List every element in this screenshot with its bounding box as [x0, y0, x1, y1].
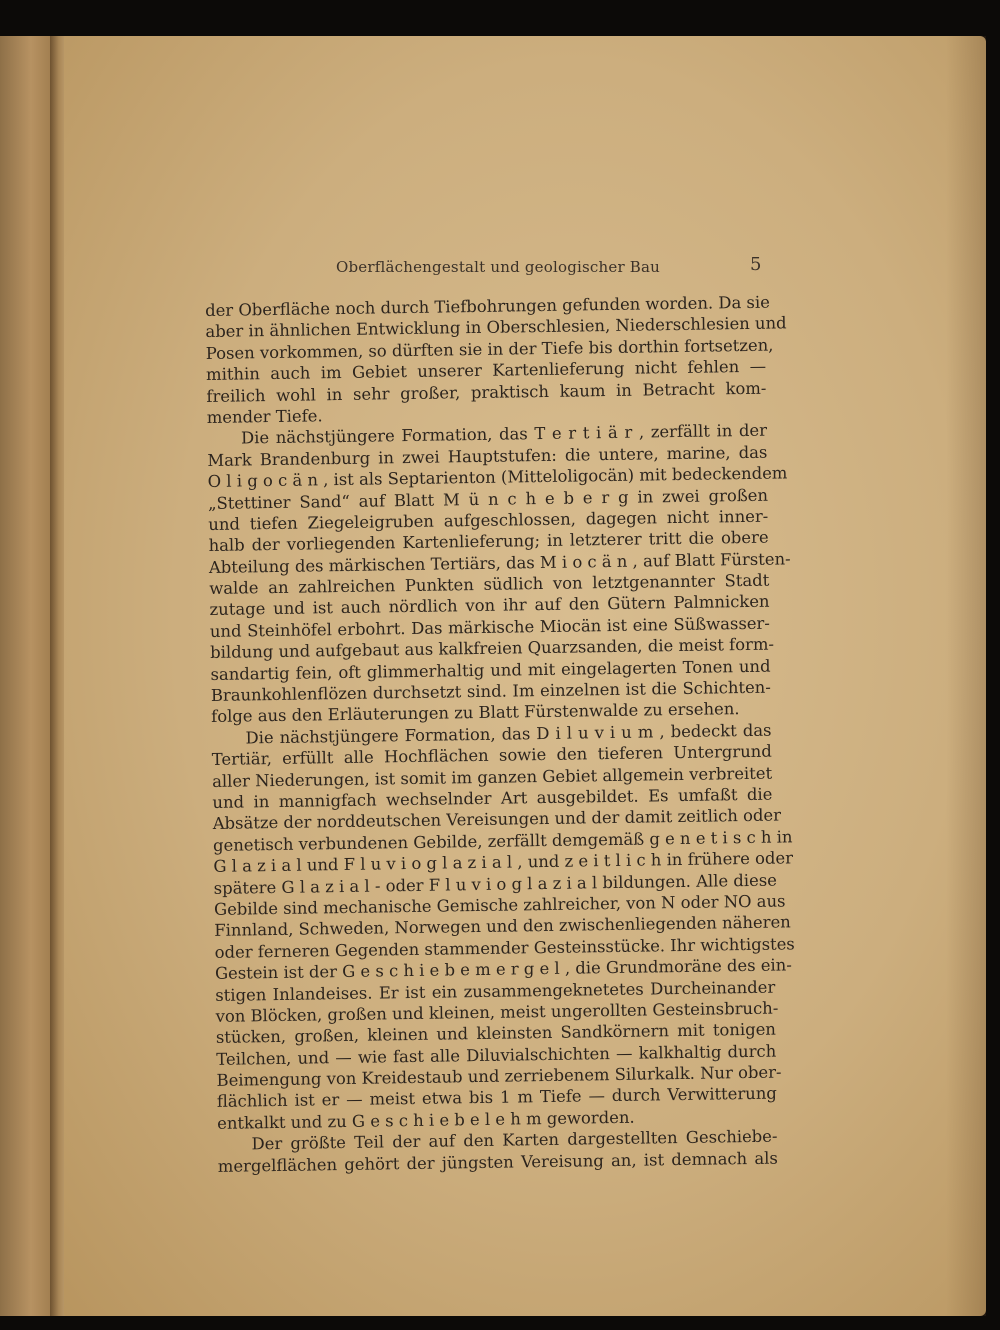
- text-line: halb der vorliegenden Kartenlieferung; in letzterer tritt die obere: [208, 527, 769, 556]
- text-line: stücken, großen, kleinen und kleinsten Sandkörnern mit tonigen: [215, 1019, 777, 1048]
- text-line: genetisch verbundenen Gebilde, zerfällt demgemäß g e n e t i s c h in: [212, 827, 793, 855]
- text-line: „Stettiner Sand“ auf Blatt M ü n c h e b e r g in zwei großen: [207, 485, 769, 513]
- text-line: folge aus den Erläuterungen zu Blatt Fürstenwalde zu ersehen.: [211, 699, 740, 727]
- text-line: stigen Inlandeises. Er ist ein zusammengeknetetes Durcheinander: [215, 977, 776, 1005]
- text-line: Gestein ist der G e s c h i e b e m e r g e l , die Grundmoräne des ein-: [214, 955, 792, 984]
- text-line: der Oberfläche noch durch Tiefbohrungen gefunden worden. Da sie: [205, 292, 770, 320]
- text-line: mergelflächen gehört der jüngsten Vereisung an, ist demnach als: [217, 1148, 778, 1176]
- text-line: und in mannigfach wechselnder Art ausgebildet. Es umfaßt die: [212, 784, 773, 812]
- text-line: Der größte Teil der auf den Karten dargestellten Geschiebe-: [251, 1126, 778, 1154]
- text-line: Posen vorkommen, so dürften sie in der Tiefe bis dorthin fortsetzen,: [205, 335, 774, 363]
- text-line: Teilchen, und — wie fast alle Diluvialschichten — kalkhaltig durch: [216, 1041, 777, 1069]
- text-line: O l i g o c ä n , ist als Septarienton (Mitteloligocän) mit bedeckendem: [207, 463, 788, 492]
- text-line: aller Niederungen, ist somit im ganzen Gebiet allgemein verbreitet: [211, 763, 773, 791]
- text-line: aber in ähnlichen Entwicklung in Oberschlesien, Niederschlesien und: [205, 313, 787, 342]
- text-line: Braunkohlenflözen durchsetzt sind. Im einzelnen ist die Schichten-: [210, 677, 771, 705]
- text-line: Beimengung von Kreidestaub und zerriebenem Silurkalk. Nur ober-: [216, 1062, 782, 1090]
- text-line: bildung und aufgebaut aus kalkfreien Quarzsanden, die meist form-: [210, 634, 775, 663]
- text-line: von Blöcken, großen und kleinen, meist ungerollten Gesteinsbruch-: [215, 998, 779, 1026]
- text-line: Tertiär, erfüllt alle Hochflächen sowie den tieferen Untergrund: [211, 741, 772, 770]
- text-line: G l a z i a l und F l u v i o g l a z i a l , und z e i t l i c h in frühere oder: [213, 848, 794, 877]
- left-page-edge: [0, 36, 56, 1316]
- text-line: Finnland, Schweden, Norwegen und den zwischenliegenden näheren: [214, 912, 791, 941]
- text-line: und tiefen Ziegeleigruben aufgeschlossen, dagegen nicht inner-: [208, 506, 769, 534]
- text-line: zutage und ist auch nördlich von ihr auf den Gütern Palmnicken: [209, 592, 770, 620]
- text-line: Mark Brandenburg in zwei Hauptstufen: die untere, marine, das: [207, 442, 768, 470]
- running-title: Oberflächengestalt und geologischer Bau: [336, 258, 661, 276]
- text-line: freilich wohl in sehr großer, praktisch kaum in Betracht kom-: [206, 378, 767, 406]
- text-line: walde an zahlreichen Punkten südlich von letztgenannter Stadt: [209, 570, 770, 599]
- text-line: Die nächstjüngere Formation, das D i l u v i u m , bedeckt das: [245, 720, 772, 748]
- text-line: und Steinhöfel erbohrt. Das märkische Miocän ist eine Süßwasser-: [209, 613, 770, 641]
- text-line: mithin auch im Gebiet unserer Kartenlieferung nicht fehlen —: [205, 356, 767, 385]
- text-line: entkalkt und zu G e s c h i e b e l e h m geworden.: [217, 1107, 635, 1133]
- page-number: 5: [750, 254, 762, 275]
- text-line: mender Tiefe.: [206, 406, 323, 427]
- text-line: Absätze der norddeutschen Vereisungen und der damit zeitlich oder: [212, 805, 782, 834]
- text-line: Abteilung des märkischen Tertiärs, das M i o c ä n , auf Blatt Fürsten-: [208, 549, 791, 577]
- body-text: [205, 292, 795, 1177]
- text-line: Gebilde sind mechanische Gemische zahlreicher, von N oder NO aus: [213, 891, 786, 919]
- text-line: flächlich ist er — meist etwa bis 1 m Tiefe — durch Verwitterung: [216, 1084, 777, 1112]
- text-line: Die nächstjüngere Formation, das T e r t i ä r , zerfällt in der: [240, 421, 768, 448]
- text-line: sandartig fein, oft glimmerhaltig und mit eingelagerten Tonen und: [210, 656, 771, 684]
- text-line: spätere G l a z i a l - oder F l u v i o g l a z i a l bildungen. Alle diese: [213, 870, 778, 898]
- text-line: oder ferneren Gegenden stammender Gesteinsstücke. Ihr wichtigstes: [214, 934, 795, 962]
